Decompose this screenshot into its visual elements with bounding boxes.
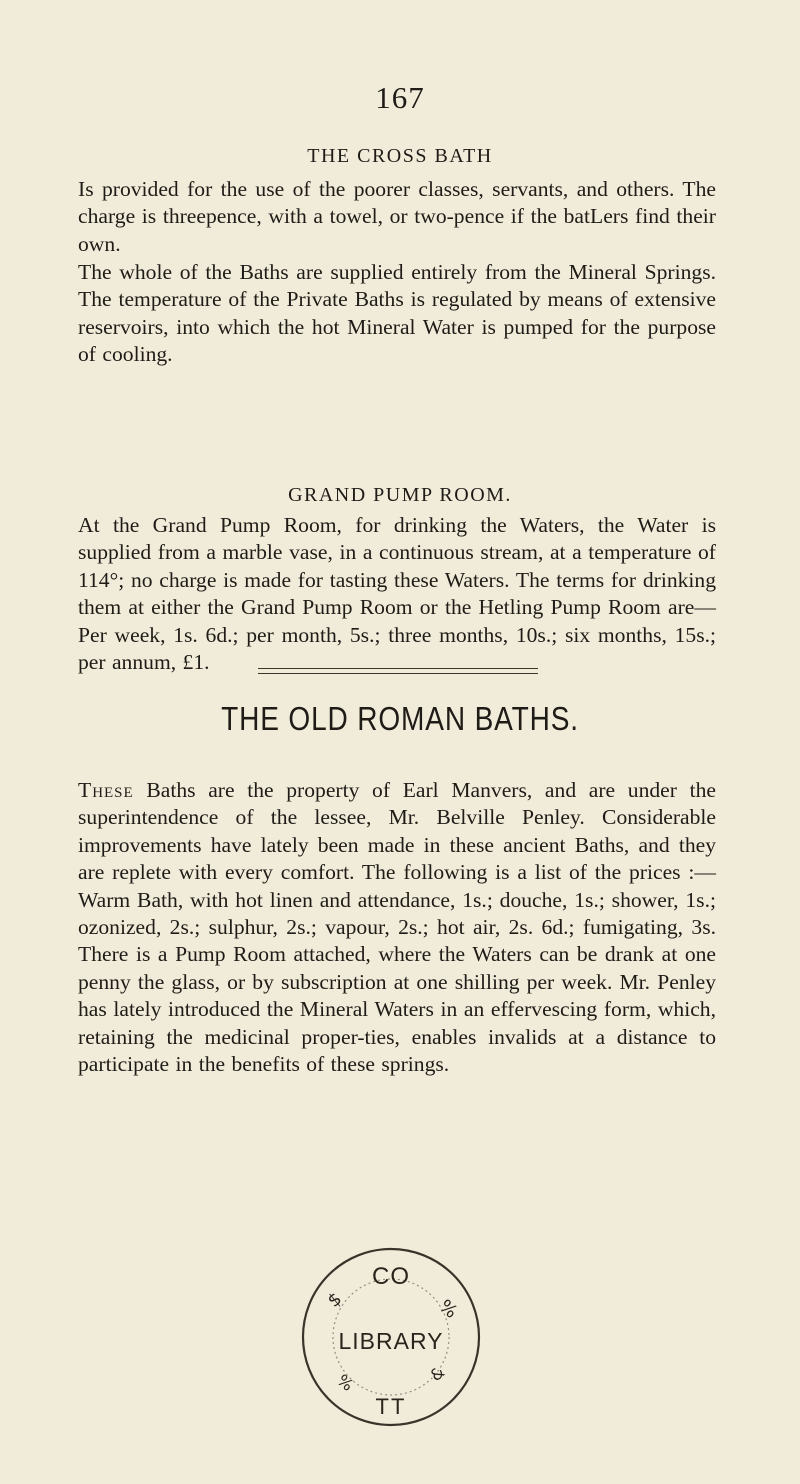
cross-bath-paragraph-1: Is provided for the use of the poorer classes, servants, and others. The charge is threepence, with a towel, or two-pence if the batLers find their own. (78, 177, 716, 256)
old-roman-baths-text: Baths are the property of Earl Manvers, and are under the superintendence of the lessee, Mr. Belville Penley. Considerable improvements have lately been made in these ancient Baths, and they are replete with every comfort. The following is a list of the prices :— Warm Bath, with hot linen and attendance, 1s.; douche, 1s.; shower, 1s.; ozonized, 2s.; sulphur, 2s.; vapour, 2s.; hot air, 2s. 6d.; fumigating, 3s. There is a Pump Room attached, where the Waters can be drank at one penny the glass, or by subscription at one shilling per week. Mr. Penley has lately introduced the Mineral Waters in an effervescing form, which, retaining the medicinal proper-ties, enables invalids at a distance to participate in the benefits of these springs. (78, 778, 716, 1077)
old-roman-baths-title: THE OLD ROMAN BATHS. (221, 700, 579, 737)
stamp-glyph-right-bottom: & (426, 1362, 449, 1386)
stamp-bottom-text: TT (375, 1394, 407, 1419)
stamp-top-text: CO (372, 1263, 410, 1290)
grand-pump-room-heading: GRAND PUMP ROOM. (288, 484, 512, 506)
cross-bath-heading: THE CROSS BATH (307, 145, 493, 167)
stamp-glyph-left-bottom: % (333, 1370, 358, 1395)
lead-word: These (78, 778, 134, 802)
library-stamp (296, 1242, 486, 1432)
cross-bath-paragraph-2: The whole of the Baths are supplied entirely from the Mineral Springs. The temperature of the Private Baths is regulated by means of extensive reservoirs, into which the hot Mineral Water is pumped for the purpose of cooling. (78, 260, 716, 367)
section-divider-upper (258, 668, 538, 669)
old-roman-baths-paragraph (78, 777, 716, 1078)
stamp-glyph-left-top: $ (323, 1288, 346, 1312)
section-divider-lower (258, 673, 538, 674)
stamp-glyph-right-top: % (434, 1295, 462, 1323)
grand-pump-room-paragraph: At the Grand Pump Room, for drinking the Waters, the Water is supplied from a marble vase, in a continuous stream, at a temperature of 114°; no charge is made for tasting these Waters. The terms for drinking them at either the Grand Pump Room or the Hetling Pump Room are—Per week, 1s. 6d.; per month, 5s.; three months, 10s.; six months, 15s.; per annum, £1. (78, 513, 716, 675)
stamp-center-text: LIBRARY (338, 1328, 444, 1354)
page-number: 167 (375, 80, 425, 115)
